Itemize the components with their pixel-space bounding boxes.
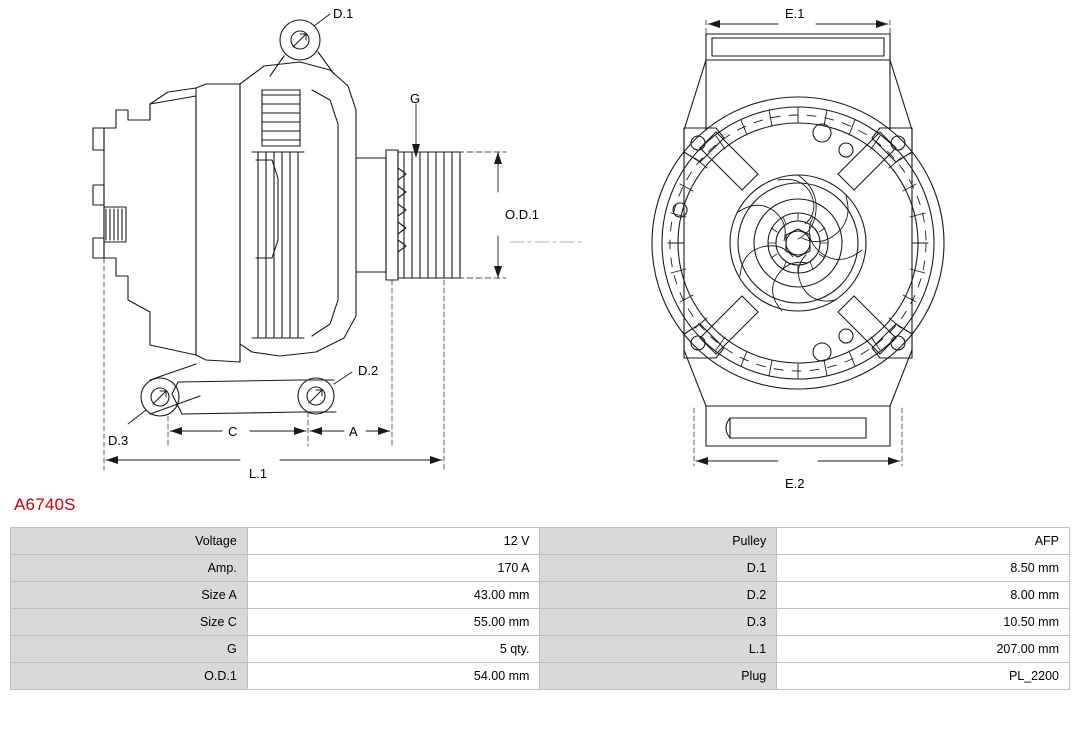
spec-label: D.2: [540, 582, 777, 609]
spec-value: PL_2200: [777, 663, 1070, 690]
table-row: [11, 528, 1070, 555]
spec-label: Size C: [11, 609, 248, 636]
spec-label: Plug: [540, 663, 777, 690]
spec-value: 8.00 mm: [777, 582, 1070, 609]
spec-label: L.1: [540, 636, 777, 663]
specification-table: [10, 527, 1070, 690]
spec-value: 207.00 mm: [777, 636, 1070, 663]
part-number: A6740S: [14, 495, 76, 514]
label-od1: O.D.1: [505, 207, 539, 222]
spec-label: Pulley: [540, 528, 777, 555]
label-d1: D.1: [333, 6, 354, 21]
label-a: A: [349, 424, 358, 439]
spec-label: D.1: [540, 555, 777, 582]
label-d3: D.3: [108, 433, 129, 448]
table-row: [11, 609, 1070, 636]
table-row: [11, 663, 1070, 690]
spec-label: G: [11, 636, 248, 663]
spec-value: 54.00 mm: [247, 663, 540, 690]
spec-value: 43.00 mm: [247, 582, 540, 609]
spec-value: 10.50 mm: [777, 609, 1070, 636]
label-c: C: [228, 424, 238, 439]
spec-label: Size A: [11, 582, 248, 609]
spec-value: 12 V: [247, 528, 540, 555]
spec-label: Voltage: [11, 528, 248, 555]
spec-value: 170 A: [247, 555, 540, 582]
label-g: G: [410, 91, 421, 106]
table-row: [11, 636, 1070, 663]
spec-label: Amp.: [11, 555, 248, 582]
spec-value: 8.50 mm: [777, 555, 1070, 582]
label-d2: D.2: [358, 363, 379, 378]
spec-label: D.3: [540, 609, 777, 636]
table-row: [11, 555, 1070, 582]
spec-value: 55.00 mm: [247, 609, 540, 636]
label-e2: E.2: [785, 476, 805, 490]
table-row: [11, 582, 1070, 609]
label-l1: L.1: [249, 466, 268, 481]
spec-label: O.D.1: [11, 663, 248, 690]
spec-value: AFP: [777, 528, 1070, 555]
spec-value: 5 qty.: [247, 636, 540, 663]
label-e1: E.1: [785, 6, 805, 21]
